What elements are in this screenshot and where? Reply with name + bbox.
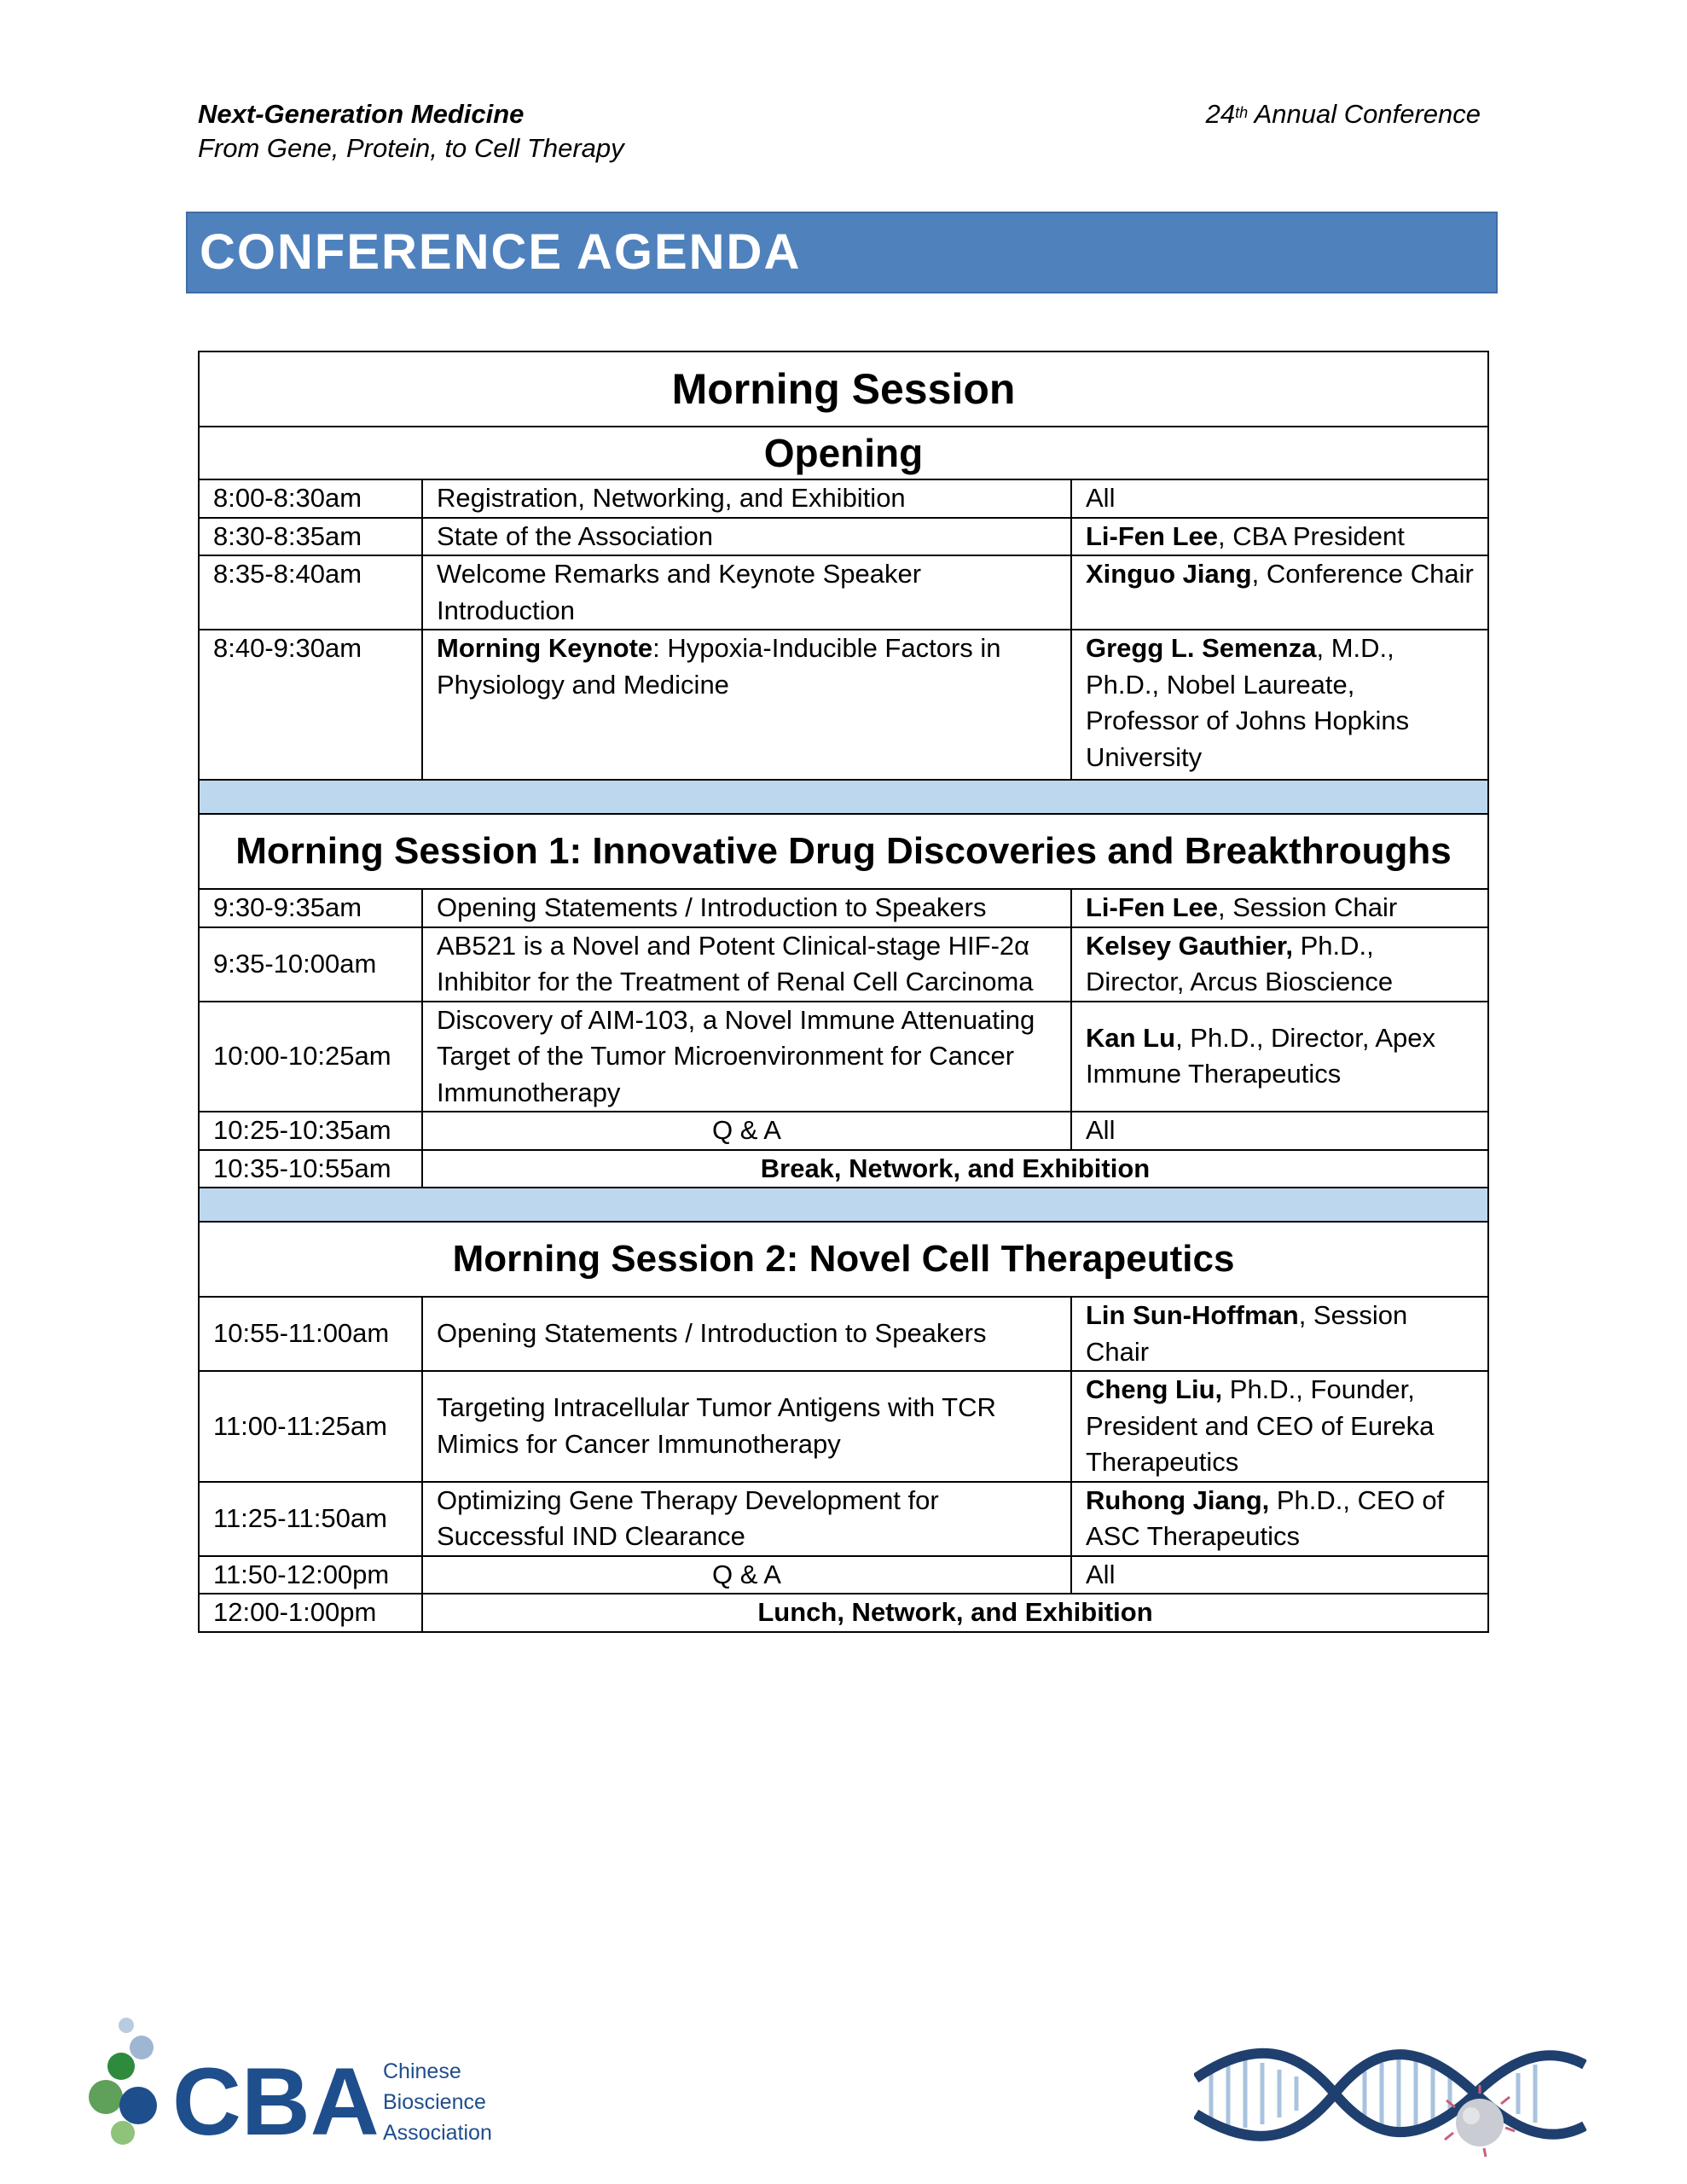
time-cell: 12:00-1:00pm	[199, 1594, 422, 1632]
speaker-name: Lin Sun-Hoffman	[1086, 1300, 1299, 1330]
table-row	[199, 630, 1488, 780]
table-row	[199, 1002, 1488, 1112]
time-cell: 11:25-11:50am	[199, 1482, 422, 1556]
table-row	[199, 427, 1488, 479]
opening-title: Opening	[199, 427, 1488, 479]
keynote-label: Morning Keynote	[437, 633, 653, 663]
topic-cell: State of the Association	[422, 518, 1071, 556]
session1-title: Morning Session 1: Innovative Drug Discoveries and Breakthroughs	[199, 814, 1488, 889]
table-row	[199, 351, 1488, 427]
speaker-info: Ph.D., CEO of ASC Therapeutics	[1086, 1484, 1445, 1551]
topic-cell	[422, 630, 1071, 780]
speaker-info: , CBA President	[1218, 520, 1405, 551]
speaker-cell	[1071, 1297, 1488, 1371]
speaker-cell: All	[1071, 1112, 1488, 1150]
topic-cell: Registration, Networking, and Exhibition	[422, 479, 1071, 518]
table-row	[199, 1482, 1488, 1556]
time-cell: 9:35-10:00am	[199, 927, 422, 1002]
topic-cell: Optimizing Gene Therapy Development for Successful IND Clearance	[422, 1482, 1071, 1556]
topic-cell: Opening Statements / Introduction to Speakers	[422, 1297, 1071, 1371]
table-row	[199, 889, 1488, 927]
table-row	[199, 927, 1488, 1002]
table-row	[199, 479, 1488, 518]
topic-cell: Discovery of AIM-103, a Novel Immune Attenuating Target of the Tumor Microenvironment for Cancer Immunotherapy	[422, 1002, 1071, 1112]
time-cell: 10:55-11:00am	[199, 1297, 422, 1371]
speaker-info: Ph.D., Director, Arcus Bioscience	[1086, 930, 1394, 996]
speaker-name: Li-Fen Lee	[1086, 520, 1219, 551]
speaker-cell	[1071, 555, 1488, 630]
edition-suffix: th	[1235, 104, 1249, 121]
keynote-topic: : Hypoxia-Inducible Factors in Physiology and Medicine	[437, 633, 1001, 700]
table-row	[199, 1150, 1488, 1188]
header-tagline: From Gene, Protein, to Cell Therapy	[198, 133, 624, 163]
time-cell: 9:30-9:35am	[199, 889, 422, 927]
topic-cell: AB521 is a Novel and Potent Clinical-stage HIF-2α Inhibitor for the Treatment of Renal Cell Carcinoma	[422, 927, 1071, 1002]
table-row	[199, 1594, 1488, 1632]
edition-number: 24	[1205, 99, 1236, 129]
logo-wordmark: CBA	[172, 2048, 380, 2150]
speaker-info: All	[1086, 483, 1116, 513]
speaker-info: , Ph.D., Director, Apex Immune Therapeutics	[1086, 1022, 1436, 1089]
logo-line-3: Association	[383, 2121, 492, 2145]
lunch-cell: Lunch, Network, and Exhibition	[422, 1594, 1488, 1632]
speaker-name: Gregg L. Semenza	[1086, 633, 1317, 663]
break-cell: Break, Network, and Exhibition	[422, 1150, 1488, 1188]
time-cell: 10:35-10:55am	[199, 1150, 422, 1188]
speaker-name: Cheng Liu,	[1086, 1374, 1223, 1404]
speaker-cell	[1071, 1371, 1488, 1482]
topic-cell: Welcome Remarks and Keynote Speaker Introduction	[422, 555, 1071, 630]
speaker-info: , Session Chair	[1218, 892, 1398, 922]
speaker-cell	[1071, 630, 1488, 780]
speaker-info: , M.D., Ph.D., Nobel Laureate, Professor of Johns Hopkins University	[1086, 633, 1410, 772]
spacer-cell	[199, 1188, 1488, 1222]
speaker-cell	[1071, 479, 1488, 518]
speaker-info: , Session Chair	[1086, 1300, 1408, 1367]
time-cell: 8:40-9:30am	[199, 630, 422, 780]
cba-logo	[89, 2013, 515, 2150]
agenda-banner	[186, 212, 1498, 293]
time-cell: 11:00-11:25am	[199, 1371, 422, 1482]
topic-cell: Q & A	[422, 1556, 1071, 1594]
speaker-cell	[1071, 518, 1488, 556]
table-row	[199, 1112, 1488, 1150]
time-cell: 8:35-8:40am	[199, 555, 422, 630]
time-cell: 8:00-8:30am	[199, 479, 422, 518]
speaker-cell	[1071, 1002, 1488, 1112]
time-cell: 11:50-12:00pm	[199, 1556, 422, 1594]
header-title: Next-Generation Medicine	[198, 99, 525, 129]
speaker-info: , Conference Chair	[1251, 559, 1474, 589]
agenda-table	[198, 351, 1489, 1633]
table-row	[199, 1371, 1488, 1482]
dna-helix-graphic	[1194, 2022, 1586, 2158]
table-row	[199, 1556, 1488, 1594]
table-row	[199, 814, 1488, 889]
speaker-name: Li-Fen Lee	[1086, 892, 1219, 922]
speaker-cell: All	[1071, 1556, 1488, 1594]
speaker-cell	[1071, 889, 1488, 927]
section-spacer	[199, 780, 1488, 814]
spacer-cell	[199, 780, 1488, 814]
speaker-cell	[1071, 1482, 1488, 1556]
speaker-info: Ph.D., Founder, President and CEO of Eureka Therapeutics	[1086, 1374, 1435, 1477]
topic-cell: Targeting Intracellular Tumor Antigens with TCR Mimics for Cancer Immunotherapy	[422, 1371, 1071, 1482]
conference-edition	[1206, 97, 1481, 131]
logo-line-2: Bioscience	[383, 2090, 486, 2114]
speaker-cell	[1071, 927, 1488, 1002]
document-subtitle	[198, 97, 624, 166]
table-row	[199, 1222, 1488, 1297]
speaker-name: Kan Lu	[1086, 1022, 1176, 1053]
logo-line-1: Chinese	[383, 2059, 461, 2083]
session2-title: Morning Session 2: Novel Cell Therapeutics	[199, 1222, 1488, 1297]
table-row	[199, 555, 1488, 630]
morning-session-title: Morning Session	[199, 351, 1488, 427]
time-cell: 10:25-10:35am	[199, 1112, 422, 1150]
edition-label: Annual Conference	[1248, 99, 1481, 129]
bubbles-icon	[89, 2018, 157, 2145]
section-spacer	[199, 1188, 1488, 1222]
table-row	[199, 1297, 1488, 1371]
topic-cell: Q & A	[422, 1112, 1071, 1150]
speaker-name: Kelsey Gauthier,	[1086, 930, 1293, 961]
time-cell: 10:00-10:25am	[199, 1002, 422, 1112]
topic-cell: Opening Statements / Introduction to Speakers	[422, 889, 1071, 927]
table-row	[199, 518, 1488, 556]
speaker-name: Ruhong Jiang,	[1086, 1484, 1270, 1515]
banner-title: CONFERENCE AGENDA	[200, 224, 802, 280]
speaker-name: Xinguo Jiang	[1086, 559, 1252, 589]
time-cell: 8:30-8:35am	[199, 518, 422, 556]
